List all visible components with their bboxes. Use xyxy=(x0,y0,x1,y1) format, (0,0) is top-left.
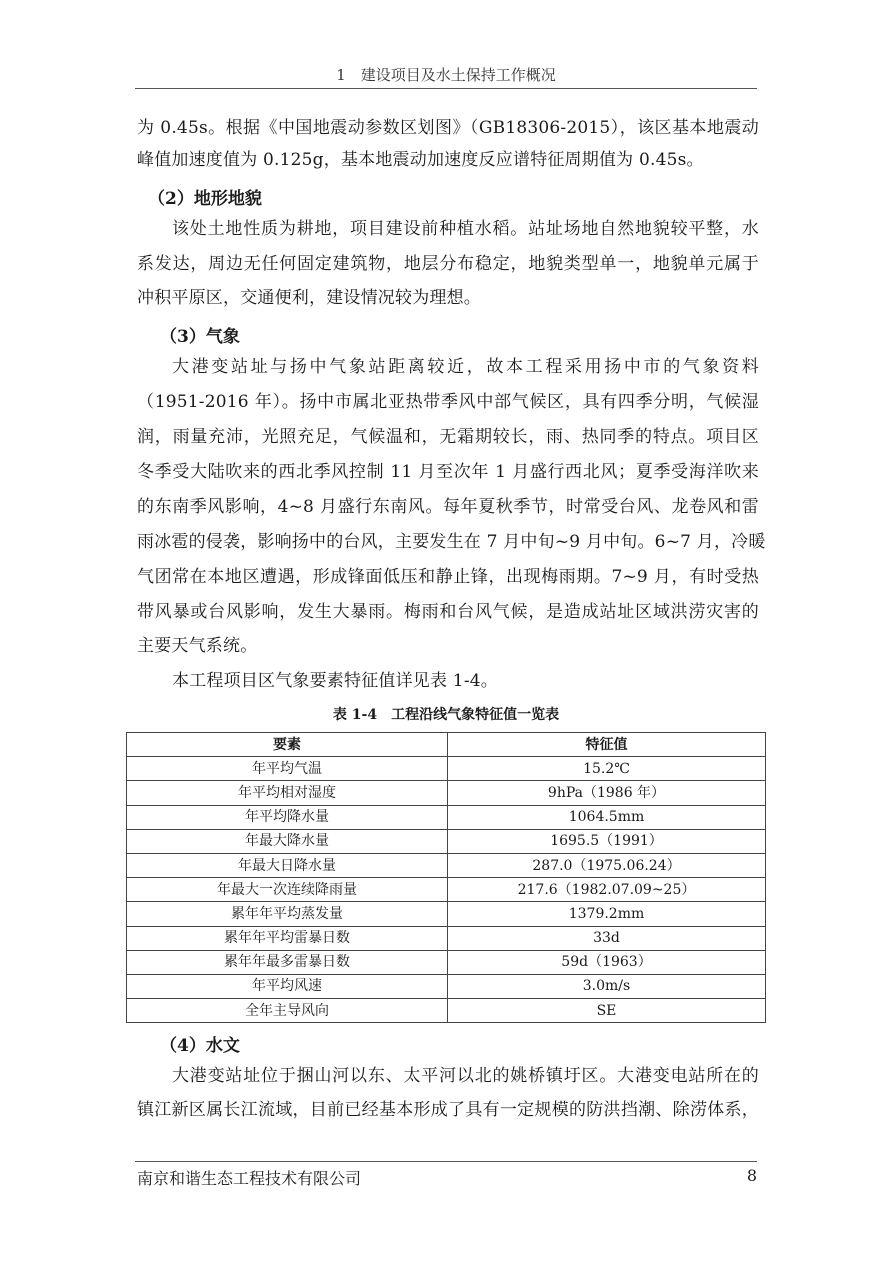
climate-table xyxy=(126,732,766,1023)
column-header: 要素 xyxy=(127,733,448,757)
paragraph-line: 系发达，周边无任何固定建筑物，地层分布稳定，地貌类型单一，地貌单元属于 xyxy=(137,254,759,274)
table-cell: 年最大降水量 xyxy=(127,829,448,853)
table-cell: 年最大日降水量 xyxy=(127,853,448,877)
table-row xyxy=(127,805,766,829)
paragraph-line: 雨冰雹的侵袭，影响扬中的台风，主要发生在 7 月中旬~9 月中旬。6~7 月，冷暖 xyxy=(137,532,766,552)
table-cell: 累年年平均雷暴日数 xyxy=(127,926,448,950)
table-cell: 9hPa（1986 年） xyxy=(448,781,766,805)
paragraph-line: 冲积平原区，交通便利，建设情况较为理想。 xyxy=(137,288,481,308)
table-row xyxy=(127,829,766,853)
section-heading: （3）气象 xyxy=(160,327,240,347)
table-cell: 1064.5mm xyxy=(448,805,766,829)
paragraph-line: （1951-2016 年）。扬中市属北亚热带季风中部气候区，具有四季分明，气候湿 xyxy=(137,392,759,412)
paragraph-line: 峰值加速度值为 0.125g，基本地震动加速度反应谱特征周期值为 0.45s。 xyxy=(137,150,704,170)
table-row xyxy=(127,878,766,902)
footer-rule xyxy=(135,1161,757,1162)
paragraph-line: 该处土地性质为耕地，项目建设前种植水稻。站址场地自然地貌较平整，水 xyxy=(172,219,759,239)
footer-company: 南京和谐生态工程技术有限公司 xyxy=(137,1169,362,1188)
header-rule xyxy=(135,88,757,89)
table-cell: 1379.2mm xyxy=(448,902,766,926)
table-cell: 年平均相对湿度 xyxy=(127,781,448,805)
table-caption: 表 1-4 工程沿线气象特征值一览表 xyxy=(332,707,560,723)
paragraph-line: 大港变站址与扬中气象站距离较近，故本工程采用扬中市的气象资料 xyxy=(172,357,759,377)
paragraph-line: 的东南季风影响，4~8 月盛行东南风。每年夏秋季节，时常受台风、龙卷风和雷 xyxy=(137,497,759,517)
table-cell: 1695.5（1991） xyxy=(448,829,766,853)
table-header-row xyxy=(127,733,766,757)
section-heading: （4）水文 xyxy=(160,1036,240,1056)
paragraph-line: 大港变站址位于捆山河以东、太平河以北的姚桥镇圩区。大港变电站所在的 xyxy=(172,1066,759,1086)
table-row xyxy=(127,974,766,998)
paragraph-line: 为 0.45s。根据《中国地震动参数区划图》（GB18306-2015），该区基本地震动 xyxy=(137,118,759,138)
table-cell: 217.6（1982.07.09~25） xyxy=(448,878,766,902)
table-cell: 年平均风速 xyxy=(127,974,448,998)
table-cell: 累年年最多雷暴日数 xyxy=(127,950,448,974)
paragraph-line: 带风暴或台风影响，发生大暴雨。梅雨和台风气候，是造成站址区域洪涝灾害的 xyxy=(137,602,759,622)
paragraph-line: 冬季受大陆吹来的西北季风控制 11 月至次年 1 月盛行西北风；夏季受海洋吹来 xyxy=(137,462,759,482)
table-cell: 59d（1963） xyxy=(448,950,766,974)
table-row xyxy=(127,902,766,926)
running-header: 1 建设项目及水土保持工作概况 xyxy=(336,66,556,84)
table-cell: 15.2℃ xyxy=(448,757,766,781)
table-cell: 年平均降水量 xyxy=(127,805,448,829)
table-cell: 年最大一次连续降雨量 xyxy=(127,878,448,902)
table-cell: 33d xyxy=(448,926,766,950)
table-cell: SE xyxy=(448,999,766,1023)
table-row xyxy=(127,950,766,974)
paragraph-line: 主要天气系统。 xyxy=(137,636,258,656)
paragraph-line: 气团常在本地区遭遇，形成锋面低压和静止锋，出现梅雨期。7~9 月，有时受热 xyxy=(137,567,759,587)
table-row xyxy=(127,757,766,781)
table-row xyxy=(127,926,766,950)
table-row xyxy=(127,781,766,805)
table-cell: 累年年平均蒸发量 xyxy=(127,902,448,926)
table-cell: 3.0m/s xyxy=(448,974,766,998)
column-header: 特征值 xyxy=(448,733,766,757)
page-number: 8 xyxy=(746,1166,757,1185)
table-cell: 全年主导风向 xyxy=(127,999,448,1023)
table-row xyxy=(127,853,766,877)
section-heading: （2）地形地貌 xyxy=(148,189,262,209)
paragraph-line: 润，雨量充沛，光照充足，气候温和，无霜期较长，雨、热同季的特点。项目区 xyxy=(137,427,759,447)
paragraph-line: 镇江新区属长江流域，目前已经基本形成了具有一定规模的防洪挡潮、除涝体系， xyxy=(137,1100,759,1120)
table-cell: 287.0（1975.06.24） xyxy=(448,853,766,877)
table-cell: 年平均气温 xyxy=(127,757,448,781)
paragraph-line: 本工程项目区气象要素特征值详见表 1-4。 xyxy=(172,671,498,691)
table-row xyxy=(127,999,766,1023)
